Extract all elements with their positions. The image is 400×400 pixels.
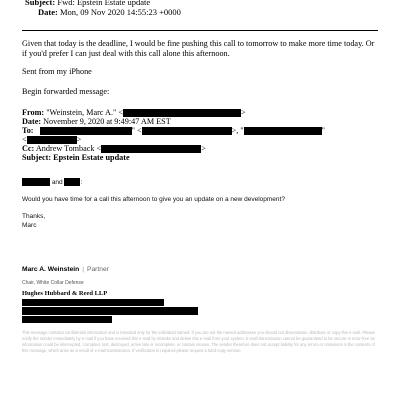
message-name: Marc xyxy=(22,222,37,229)
redaction-bar xyxy=(22,307,198,315)
begin-forwarded-line: Begin forwarded message: xyxy=(22,87,110,96)
subject-label: Subject: xyxy=(25,0,56,7)
sent-from-line: Sent from my iPhone xyxy=(22,67,92,76)
fwd-from-value: "Weinstein, Marc A." < xyxy=(46,108,123,117)
fwd-from-label: From: xyxy=(22,108,45,117)
redaction-bar xyxy=(40,127,132,135)
header-divider xyxy=(22,30,378,31)
greeting-colon: : xyxy=(80,179,83,186)
message-thanks: Thanks, xyxy=(22,213,46,220)
body-paragraph: Given that today is the deadline, I would be fine pushing this call to tomorrow to make more time today. Or if you'd prefer I can just deal with this call alone this afternoon. xyxy=(22,39,375,58)
redaction-bar xyxy=(101,145,201,153)
redaction-bar xyxy=(123,109,241,117)
fwd-to-close: > xyxy=(76,135,82,144)
redaction-bar xyxy=(244,127,322,135)
redaction-bar xyxy=(22,299,164,306)
redaction-bar xyxy=(64,178,83,186)
fwd-cc-line xyxy=(22,144,206,153)
fwd-subject-value: Epstein Estate update xyxy=(53,153,130,162)
signature-name: Marc A. Weinstein xyxy=(22,266,80,273)
signature-role: Partner xyxy=(86,266,109,273)
fwd-to-quote: " < xyxy=(131,126,142,135)
fwd-date-line xyxy=(22,117,171,126)
fwd-subject-line xyxy=(22,153,130,162)
fwd-to-separator: >, " xyxy=(231,126,244,135)
signature-name-line xyxy=(22,266,109,273)
redaction-bar xyxy=(27,136,77,144)
fwd-date-value: November 9, 2020 at 9:49:47 AM EST xyxy=(43,117,171,126)
date-value: Mon, 09 Nov 2020 14:55:23 +0000 xyxy=(59,7,181,17)
fwd-date-label: Date: xyxy=(22,117,42,126)
fwd-cc-label: Cc: xyxy=(22,144,35,153)
fwd-to-line-2 xyxy=(22,135,81,144)
fwd-to-label: To: xyxy=(22,126,34,135)
fwd-subject-label: Subject: xyxy=(22,153,52,162)
fwd-to-quote: " xyxy=(321,126,325,135)
fwd-cc-value: Andrew Tomback < xyxy=(35,144,102,153)
legal-disclaimer: This message contains confidential information and is intended only for the individual named. If you are not the named addressee you should not disseminate, distribute or copy this e-mail. Please notify the sender immediately by e-mail if you have received this e-mail by mistake and delete this e-mail from your system. E-mail transmission cannot be guaranteed to be secure or error-free as information could be intercepted, corrupted, lost, destroyed, arrive late or incomplete, or contain viruses. The sender therefore does not accept liability for any errors or omissions in the contents of this message, which arise as a result of e-mail transmission. If verification is required please request a hard-copy version. xyxy=(22,330,375,353)
fwd-from-line xyxy=(22,108,246,117)
redaction-bar xyxy=(22,316,112,323)
fwd-cc-close: > xyxy=(201,144,206,153)
greeting-line xyxy=(22,178,82,187)
signature-firm: Hughes Hubbard & Reed LLP xyxy=(22,290,108,297)
signature-separator: | xyxy=(82,266,84,273)
message-question: Would you have time for a call this afternoon to give you an update on a new development? xyxy=(22,196,285,203)
greeting-and: and xyxy=(51,179,63,186)
fwd-to-lt: < xyxy=(22,135,27,144)
redaction-bar xyxy=(22,178,50,186)
date-label: Date: xyxy=(38,7,58,17)
signature-practice: Chair, White Collar Defense xyxy=(22,280,84,286)
fwd-to-line xyxy=(22,126,325,135)
redaction-bar xyxy=(142,127,232,135)
fwd-from-close: > xyxy=(241,108,246,117)
email-subject-line xyxy=(25,0,150,7)
email-date-line xyxy=(38,7,181,17)
subject-value: Fwd: Epstein Estate update xyxy=(57,0,151,7)
